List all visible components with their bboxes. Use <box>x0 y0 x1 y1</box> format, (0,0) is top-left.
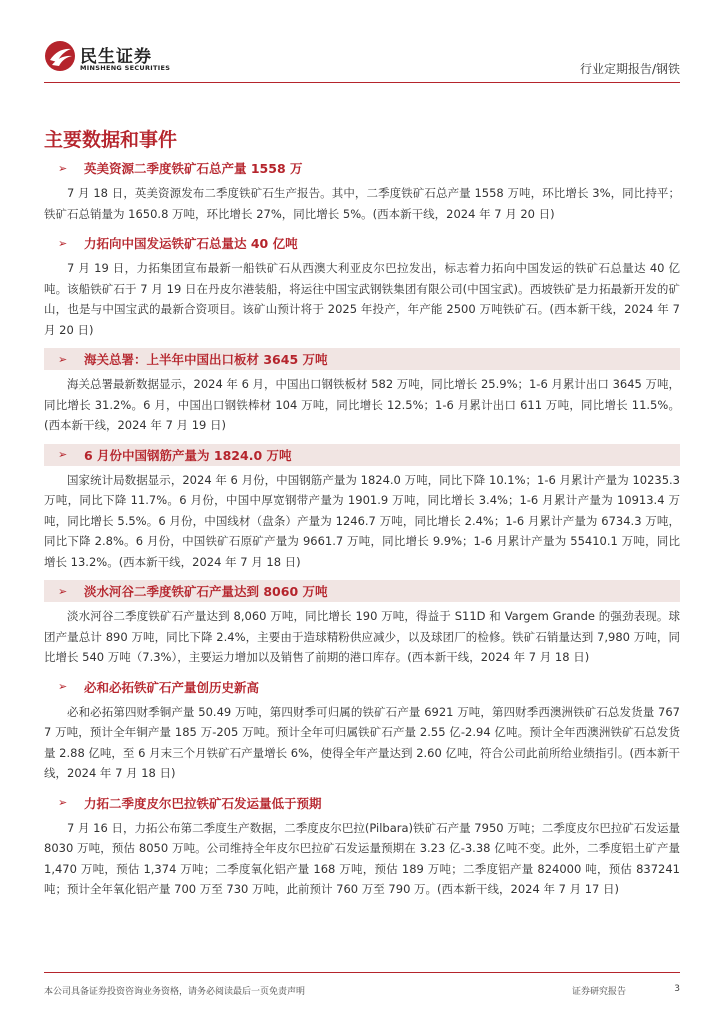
logo-english-name: MINSHENG SECURITIES <box>80 64 171 72</box>
section-title: 主要数据和事件 <box>44 129 178 151</box>
footer-disclaimer: 本公司具备证券投资咨询业务资格，请务必阅读最后一页免责声明 <box>44 987 306 997</box>
news-item-header <box>44 157 680 179</box>
news-item-header <box>44 580 680 602</box>
footer-divider <box>44 972 680 973</box>
arrow-bullet-icon: ➢ <box>58 796 68 809</box>
news-item <box>44 232 680 340</box>
news-item-title: 淡水河谷二季度铁矿石产量达到 8060 万吨 <box>84 584 328 599</box>
news-item <box>44 348 680 436</box>
arrow-bullet-icon: ➢ <box>58 680 68 693</box>
arrow-bullet-icon: ➢ <box>58 584 68 598</box>
news-item-header <box>44 232 680 254</box>
logo-chinese-name: 民生证券 <box>80 47 152 67</box>
page-number: 3 <box>674 984 680 994</box>
news-item <box>44 676 680 784</box>
news-list <box>44 157 680 908</box>
news-item-body: 必和必拓第四财季铜产量 50.49 万吨，第四财季可归属的铁矿石产量 6921 万吨，第四财季西澳洲铁矿石总发货量 7677 万吨，预计全年铜产量 185 万-205 万吨。预计全年可归属铁矿石产量 2.55 亿-2.94 亿吨。预计全年西澳洲铁矿石总发货量 2.88 亿吨，至 6 月末三个月铁矿石产量增长 6%，使得全年产量达到 2.60 亿吨，符合公司此前所给业绩指引。(西本新干线，2024 年 7 月 18 日) <box>44 704 680 780</box>
news-item-title: 海关总署：上半年中国出口板材 3645 万吨 <box>84 352 328 367</box>
news-item-body: 国家统计局数据显示，2024 年 6 月份，中国钢筋产量为 1824.0 万吨，同比下降 10.1%；1-6 月累计产量为 10235.3 万吨，同比下降 11.7%。6 月份，中国中厚宽钢带产量为 1901.9 万吨，同比增长 3.4%；1-6 月累计产量为 10913.4 万吨，同比增长 5.5%。6 月份，中国线材（盘条）产量为 1246.7 万吨，同比增长 2.4%；1-6 月累计产量为 6734.3 万吨，同比下降 2.8%。6 月份，中国铁矿石原矿产量为 9661.7 万吨，同比增长 9.9%；1-6 月累计产量为 55410.1 万吨，同比增长 13.2%。(西本新干线，2024 年 7 月 18 日) <box>44 472 680 569</box>
arrow-bullet-icon: ➢ <box>58 448 68 461</box>
news-item <box>44 157 680 224</box>
news-item-header <box>44 348 680 370</box>
news-item-body: 7 月 18 日，英美资源发布二季度铁矿石生产报告。其中，二季度铁矿石总产量 1558 万吨，环比增长 3%，同比持平；铁矿石总销量为 1650.8 万吨，环比增长 27%，同比增长 5%。(西本新干线，2024 年 7 月 20 日) <box>44 186 680 221</box>
news-item-title: 必和必拓铁矿石产量创历史新高 <box>84 679 260 695</box>
minsheng-logo <box>44 40 184 76</box>
arrow-bullet-icon: ➢ <box>58 161 68 175</box>
news-item <box>44 580 680 668</box>
news-item-header <box>44 676 680 698</box>
news-item-title: 力拓二季度皮尔巴拉铁矿石发运量低于预期 <box>84 795 322 811</box>
news-item-body: 7 月 16 日，力拓公布第二季度生产数据，二季度皮尔巴拉(Pilbara)铁矿石产量 7950 万吨；二季度皮尔巴拉矿石发运量 8030 万吨，预估 8050 万吨。公司维持全年皮尔巴拉矿石发运量预期在 3.23 亿-3.38 亿吨不变。此外，二季度铝土矿产量 1,470 万吨，预估 1,374 万吨；二季度氧化铝产量 168 万吨，预估 189 万吨；二季度铝产量 824000 吨，预估 837241 吨；预计全年氧化铝产量 700 万至 730 万吨，此前预计 760 万至 790 万。(西本新干线，2024 年 7 月 17 日) <box>44 820 680 896</box>
news-item <box>44 792 680 900</box>
document-type: 行业定期报告/钢铁 <box>579 62 680 76</box>
minsheng-logo-icon <box>44 40 76 72</box>
news-item-title: 力拓向中国发运铁矿石总量达 40 亿吨 <box>84 236 298 251</box>
arrow-bullet-icon: ➢ <box>58 352 68 366</box>
news-item-title: 英美资源二季度铁矿石总产量 1558 万 <box>84 161 303 176</box>
news-item-body: 海关总署最新数据显示，2024 年 6 月，中国出口钢铁板材 582 万吨，同比增长 25.9%；1-6 月累计出口 3645 万吨，同比增长 31.2%。6 月，中国出口钢铁棒材 104 万吨，同比增长 12.5%；1-6 月累计出口 611 万吨，同比增长 11.5%。(西本新干线，2024 年 7 月 19 日) <box>44 377 681 432</box>
news-item-header <box>44 444 680 466</box>
news-item-title: 6 月份中国钢筋产量为 1824.0 万吨 <box>84 447 292 463</box>
arrow-bullet-icon: ➢ <box>58 236 68 250</box>
news-item-header <box>44 792 680 814</box>
news-item-body: 7 月 19 日，力拓集团宣布最新一船铁矿石从西澳大利亚皮尔巴拉发出，标志着力拓向中国发运的铁矿石总量达 40 亿吨。该船铁矿石于 7 月 19 日在丹皮尔港装船，将运往中国宝武钢铁集团有限公司(中国宝武)。西坡铁矿是力拓最新开发的矿山，也是与中国宝武的最新合资项目。该矿山预计将于 2025 年投产，年产能 2500 万吨铁矿石。(西本新干线，2024 年 7 月 20 日) <box>44 261 680 337</box>
page-header <box>0 0 724 86</box>
news-item-body: 淡水河谷二季度铁矿石产量达到 8,060 万吨，同比增长 190 万吨，得益于 S11D 和 Vargem Grande 的强劲表现。球团产量总计 890 万吨，同比下降 2.4%，主要由于造球精粉供应减少，以及球团厂的检修。铁矿石销量达到 7,980 万吨，同比增长 540 万吨（7.3%），主要运力增加以及销售了前期的港口库存。(西本新干线，2024 年 7 月 18 日) <box>44 609 680 664</box>
news-item <box>44 444 680 573</box>
header-divider <box>44 82 680 83</box>
footer-report-type: 证券研究报告 <box>572 987 627 997</box>
